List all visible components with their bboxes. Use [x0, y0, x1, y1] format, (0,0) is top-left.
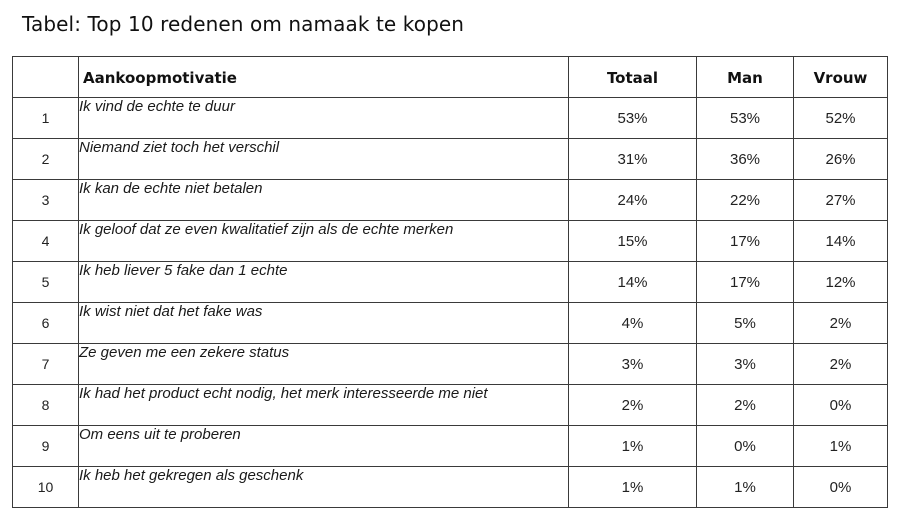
row-total: 31%	[569, 139, 697, 180]
row-man: 17%	[697, 221, 794, 262]
row-woman: 12%	[794, 262, 888, 303]
row-woman: 0%	[794, 467, 888, 508]
row-reason: Ik heb het gekregen als geschenk	[79, 467, 569, 508]
row-woman: 0%	[794, 385, 888, 426]
row-woman: 2%	[794, 344, 888, 385]
row-woman: 1%	[794, 426, 888, 467]
row-rank: 4	[13, 221, 79, 262]
row-rank: 6	[13, 303, 79, 344]
table-row	[13, 467, 888, 508]
table-row	[13, 262, 888, 303]
row-rank: 3	[13, 180, 79, 221]
table-row	[13, 426, 888, 467]
table-row	[13, 221, 888, 262]
row-reason: Ik wist niet dat het fake was	[79, 303, 569, 344]
row-man: 53%	[697, 98, 794, 139]
table-row	[13, 180, 888, 221]
row-rank: 8	[13, 385, 79, 426]
row-woman: 14%	[794, 221, 888, 262]
row-woman: 27%	[794, 180, 888, 221]
row-rank: 9	[13, 426, 79, 467]
row-total: 53%	[569, 98, 697, 139]
header-rank	[13, 57, 79, 98]
row-reason: Ik kan de echte niet betalen	[79, 180, 569, 221]
row-total: 15%	[569, 221, 697, 262]
row-man: 36%	[697, 139, 794, 180]
row-total: 1%	[569, 467, 697, 508]
row-reason: Ik geloof dat ze even kwalitatief zijn als de echte merken	[79, 221, 569, 262]
row-man: 2%	[697, 385, 794, 426]
row-woman: 2%	[794, 303, 888, 344]
header-man: Man	[697, 57, 794, 98]
row-man: 22%	[697, 180, 794, 221]
table-row	[13, 139, 888, 180]
row-man: 1%	[697, 467, 794, 508]
row-man: 5%	[697, 303, 794, 344]
header-motivation: Aankoopmotivatie	[79, 57, 569, 98]
row-man: 17%	[697, 262, 794, 303]
row-rank: 5	[13, 262, 79, 303]
page-title: Tabel: Top 10 redenen om namaak te kopen	[22, 12, 465, 36]
row-total: 3%	[569, 344, 697, 385]
row-total: 1%	[569, 426, 697, 467]
row-rank: 10	[13, 467, 79, 508]
row-total: 2%	[569, 385, 697, 426]
row-reason: Ik vind de echte te duur	[79, 98, 569, 139]
row-rank: 7	[13, 344, 79, 385]
row-reason: Ze geven me een zekere status	[79, 344, 569, 385]
row-total: 4%	[569, 303, 697, 344]
table-row	[13, 344, 888, 385]
header-woman: Vrouw	[794, 57, 888, 98]
row-woman: 52%	[794, 98, 888, 139]
table-header-row	[13, 57, 888, 98]
row-total: 24%	[569, 180, 697, 221]
row-woman: 26%	[794, 139, 888, 180]
row-man: 0%	[697, 426, 794, 467]
row-rank: 1	[13, 98, 79, 139]
row-reason: Ik had het product echt nodig, het merk interesseerde me niet	[79, 385, 569, 426]
row-reason: Niemand ziet toch het verschil	[79, 139, 569, 180]
table-row	[13, 385, 888, 426]
header-total: Totaal	[569, 57, 697, 98]
motivation-table	[12, 56, 888, 508]
row-reason: Om eens uit te proberen	[79, 426, 569, 467]
row-rank: 2	[13, 139, 79, 180]
row-reason: Ik heb liever 5 fake dan 1 echte	[79, 262, 569, 303]
row-man: 3%	[697, 344, 794, 385]
table-row	[13, 98, 888, 139]
row-total: 14%	[569, 262, 697, 303]
table-row	[13, 303, 888, 344]
